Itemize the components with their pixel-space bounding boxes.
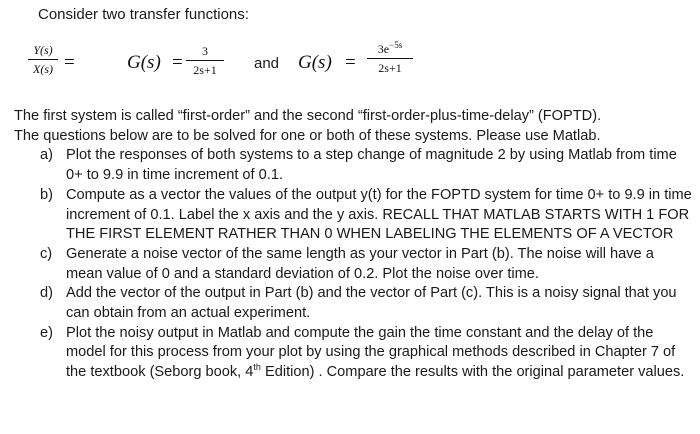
item-text: Add the vector of the output in Part (b) and the vector of Part (c). This is a noisy signal that you can obtain from an actual experiment. [66,285,677,322]
g2-numerator-exponent: −5s [389,40,403,50]
fraction-bar [367,58,413,59]
g1-fraction [186,44,224,77]
g2-denominator: 2s+1 [378,61,402,75]
list-item-d [14,284,694,323]
list-item-b [14,186,694,245]
equals-sign-2: = [345,52,356,73]
item-text-superscript: th [253,362,261,373]
g-label-2: G(s) [298,52,332,73]
equals-sign: = [64,52,75,73]
and-text: and [254,55,280,72]
transfer-function-ratio [28,43,58,76]
item-text: Compute as a vector the values of the output y(t) for the FOPTD system for time 0+ to 9.9 in time increment of 0.1. Label the x axis and the y axis. RECALL THAT MATLAB STARTS WITH 1 FOR THE FIRST ELEMENT RATHER THAN 0 WHEN LABELING THE ELEMENTS OF A VECTOR [66,186,692,243]
list-item-c [14,245,694,284]
g2-numerator [367,42,413,56]
item-label: c) [40,245,53,262]
list-item-a [14,146,694,185]
equals-sign-1: = [172,52,183,73]
g-label-1: G(s) [127,52,161,73]
list-item-e [14,324,694,383]
question-body [14,107,694,383]
g2-fraction [367,42,413,75]
g1-numerator: 3 [202,44,208,58]
item-label: e) [40,324,53,341]
question-list [14,146,694,382]
fraction-bar [28,59,58,60]
item-text-after: Edition) . Compare the results with the original parameter values. [260,364,685,381]
fraction-bar [186,60,224,61]
g2-numerator-base: 3e [377,42,390,56]
paragraph-line-1: The first system is called “first-order” and the second “first-order-plus-time-delay” (FOPTD). [14,108,602,124]
item-text: Plot the responses of both systems to a step change of magnitude 2 by using Matlab from time 0+ to 9.9 in time increment of 0.1. [66,147,677,184]
paragraph-line-2: The questions below are to be solved for one or both of these systems. Please use Matlab. [14,127,601,144]
ratio-numerator: Y(s) [33,43,53,57]
intro-text: Consider two transfer functions: [38,6,249,23]
item-text-before: Plot the noisy output in Matlab and compute the gain the time constant and the delay of the model for this process from your plot by using the graphical methods described in Chapter 7 of the textbook (Seborg book, 4 [66,324,676,381]
item-text: Generate a noise vector of the same length as your vector in Part (b). The noise will have a mean value of 0 and a standard deviation of 0.2. Plot the noise over time. [66,245,654,282]
item-label: d) [40,285,53,302]
g1-denominator: 2s+1 [193,63,217,77]
ratio-denominator: X(s) [33,62,53,76]
item-label: b) [40,186,53,203]
item-label: a) [40,147,53,164]
